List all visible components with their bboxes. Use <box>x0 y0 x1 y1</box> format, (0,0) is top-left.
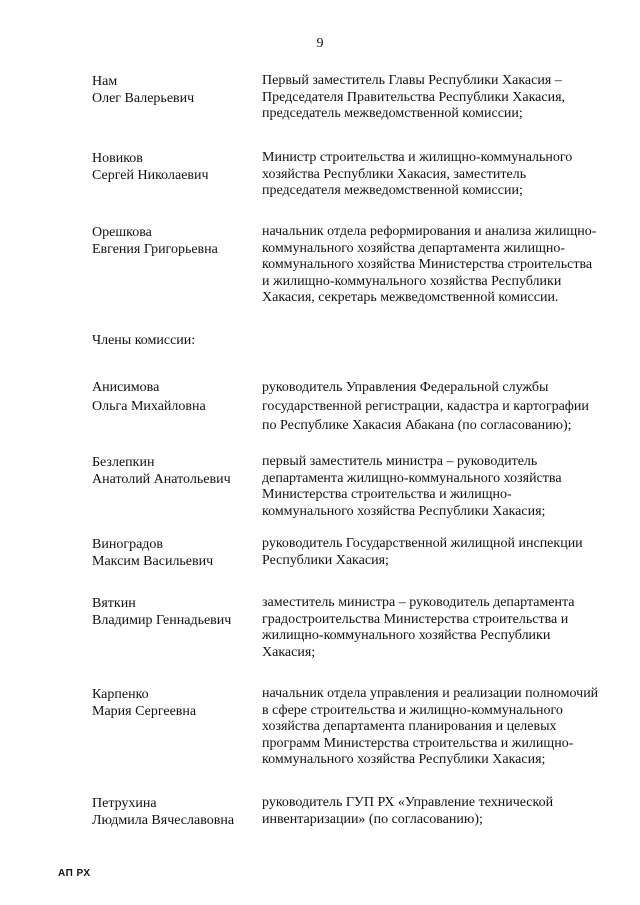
surname: Орешкова <box>92 225 152 240</box>
person-name <box>92 73 252 107</box>
surname: Новиков <box>92 151 143 166</box>
given-names: Ольга Михайловна <box>92 399 206 414</box>
role-line: Первый заместитель Главы Республики Хакасия – <box>262 73 562 88</box>
members-heading: Члены комиссии: <box>92 333 196 348</box>
person-name <box>92 378 252 416</box>
person-name <box>92 454 252 488</box>
role-line: руководитель ГУП РХ «Управление технической <box>262 795 554 810</box>
role-line: жилищно-коммунального хозяйства Республики <box>262 628 551 643</box>
role-line: и жилищно-коммунального хозяйства Республики <box>262 273 562 289</box>
role-line: начальник отдела реформирования и анализа жилищно- <box>262 224 597 239</box>
person-role <box>262 73 612 123</box>
role-line: коммунального хозяйства Республики Хакасия; <box>262 503 546 519</box>
role-line: председателя межведомственной комиссии; <box>262 183 523 198</box>
role-line: инвентаризации» (по согласованию); <box>262 811 483 827</box>
role-line: Хакасия, секретарь межведомственной комиссии. <box>262 290 559 305</box>
role-line: председатель межведомственной комиссии; <box>262 106 523 121</box>
given-names: Максим Васильевич <box>92 554 214 569</box>
given-names: Олег Валерьевич <box>92 91 195 106</box>
role-line: Республики Хакасия; <box>262 552 389 568</box>
role-line: хозяйства Республики Хакасия, заместитель <box>262 166 527 182</box>
person-role <box>262 224 612 307</box>
person-name <box>92 536 252 570</box>
role-line: Председателя Правительства Республики Хакасия, <box>262 89 566 105</box>
role-line: Министерства строительства и жилищно- <box>262 487 512 502</box>
role-line: коммунального хозяйства Республики Хакасия; <box>262 752 546 767</box>
person-name <box>92 795 252 829</box>
surname: Виноградов <box>92 537 164 552</box>
role-line: Министр строительства и жилищно-коммунального <box>262 150 573 165</box>
footer-mark: АП РХ <box>58 868 91 879</box>
role-line: департамента жилищно-коммунального хозяйства <box>262 470 562 486</box>
surname: Анисимова <box>92 380 160 395</box>
role-line: руководитель Управления Федеральной службы <box>262 380 549 395</box>
role-line: коммунального хозяйства Министерства строительства <box>262 257 593 272</box>
surname: Нам <box>92 74 118 89</box>
role-line: программ Министерства строительства и жилищно- <box>262 735 574 751</box>
person-name <box>92 150 252 184</box>
role-line: коммунального хозяйства департамента жилищно- <box>262 240 566 256</box>
given-names: Анатолий Анатольевич <box>92 472 231 487</box>
role-line: градостроительства Министерства строительства и <box>262 611 569 627</box>
person-role <box>262 595 612 661</box>
person-name <box>92 595 252 629</box>
person-role <box>262 454 612 520</box>
person-role <box>262 795 612 828</box>
page-number: 9 <box>316 36 324 51</box>
role-line: по Республике Хакасия Абакана (по согласованию); <box>262 418 572 433</box>
given-names: Владимир Геннадьевич <box>92 613 232 628</box>
person-role <box>262 378 612 435</box>
role-line: первый заместитель министра – руководитель <box>262 454 538 469</box>
role-line: в сфере строительства и жилищно-коммунального <box>262 702 563 718</box>
role-line: государственной регистрации, кадастра и картографии <box>262 399 589 414</box>
given-names: Мария Сергеевна <box>92 704 197 719</box>
given-names: Сергей Николаевич <box>92 168 209 183</box>
role-line: начальник отдела управления и реализации полномочий <box>262 686 599 701</box>
person-role <box>262 150 612 200</box>
given-names: Евгения Григорьевна <box>92 242 218 257</box>
role-line: Хакасия; <box>262 644 316 660</box>
surname: Петрухина <box>92 796 157 811</box>
surname: Карпенко <box>92 687 149 702</box>
role-line: хозяйства департамента планирования и целевых <box>262 719 557 734</box>
person-name <box>92 224 252 258</box>
role-line: заместитель министра – руководитель департамента <box>262 595 575 610</box>
person-role <box>262 686 612 769</box>
surname: Вяткин <box>92 596 136 611</box>
surname: Безлепкин <box>92 455 155 470</box>
person-name <box>92 686 252 720</box>
person-role <box>262 536 612 569</box>
role-line: руководитель Государственной жилищной инспекции <box>262 536 583 551</box>
given-names: Людмила Вячеславовна <box>92 813 235 828</box>
